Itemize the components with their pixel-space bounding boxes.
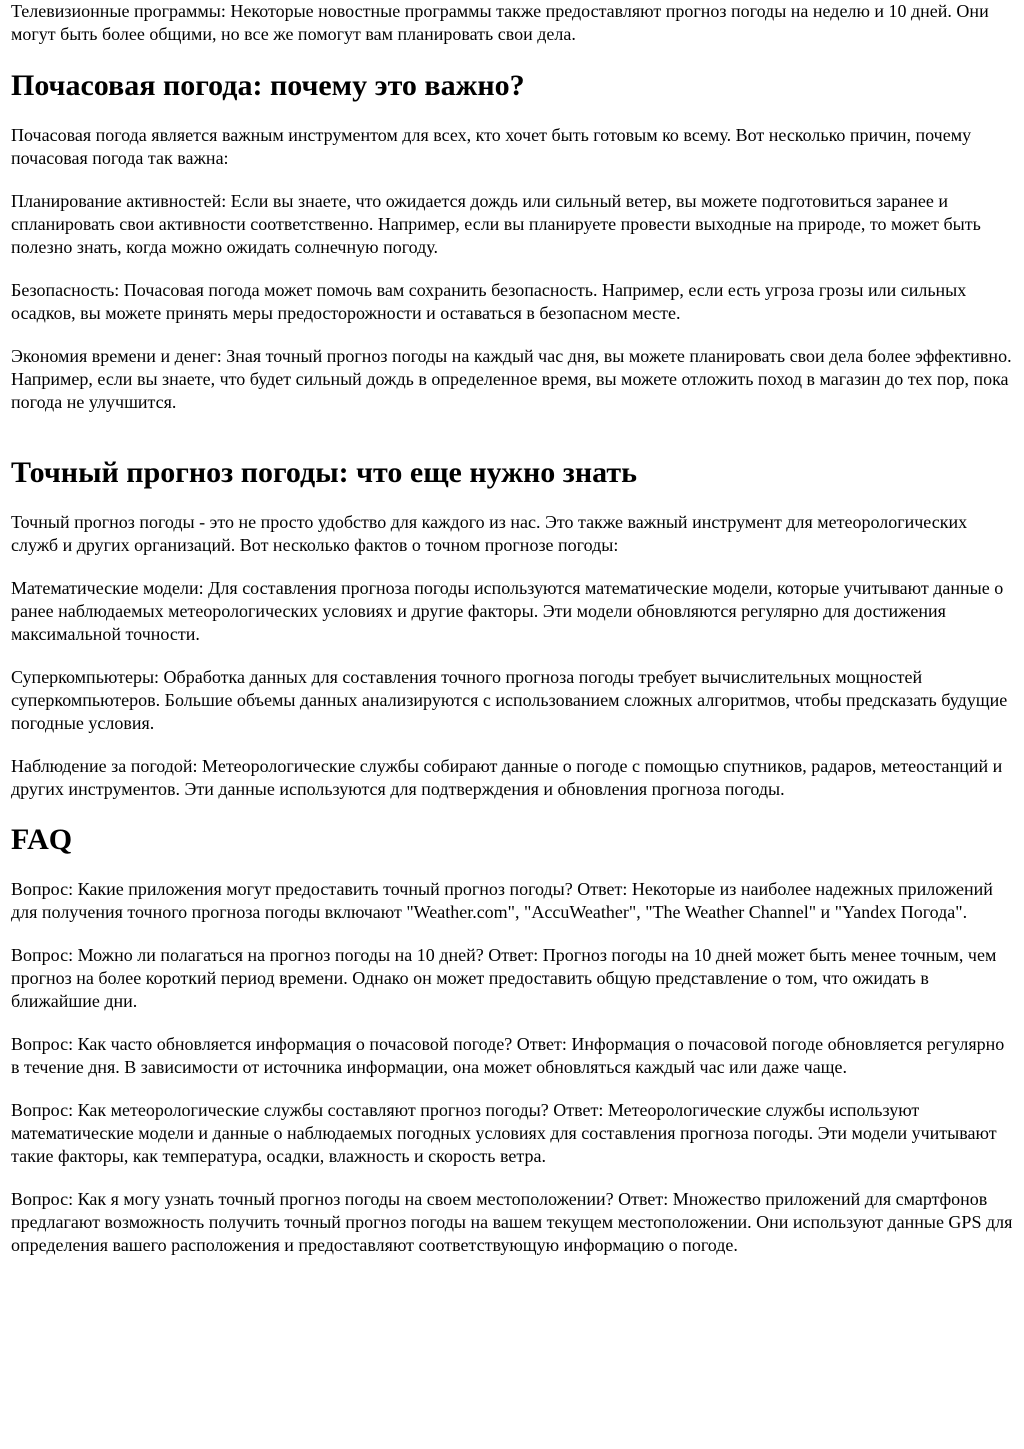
section-heading-hourly: Почасовая погода: почему это важно? xyxy=(11,69,525,102)
paragraph: Почасовая погода является важным инструментом для всех, кто хочет быть готовым ко всему. Вот несколько причин, почему почасовая погода так важна: xyxy=(11,125,972,168)
intro-paragraph: Телевизионные программы: Некоторые новостные программы также предоставляют прогноз погоды на неделю и 10 дней. Они могут быть более общими, но все же помогут вам планировать свои дела. xyxy=(11,1,989,44)
paragraph: Суперкомпьютеры: Обработка данных для составления точного прогноза погоды требует вычислительных мощностей суперкомпьютеров. Большие объемы данных анализируются с использованием сложных алгоритмов, чтобы предсказать будущие погодные условия. xyxy=(11,667,1008,733)
section-heading-accurate: Точный прогноз погоды: что еще нужно знать xyxy=(11,456,637,489)
faq-item: Вопрос: Какие приложения могут предоставить точный прогноз погоды? Ответ: Некоторые из наиболее надежных приложений для получения точного прогноза погоды включают "Weather.com", "AccuWeather", "The Weather Channel" и "Yandex Погода". xyxy=(11,879,993,922)
faq-item: Вопрос: Как часто обновляется информация о почасовой погоде? Ответ: Информация о почасовой погоде обновляется регулярно в течение дня. В зависимости от источника информации, она может обновляться каждый час или даже чаще. xyxy=(11,1034,1005,1077)
paragraph: Экономия времени и денег: Зная точный прогноз погоды на каждый час дня, вы можете планировать свои дела более эффективно. Например, если вы знаете, что будет сильный дождь в определенное время, вы можете отложить поход в магазин до тех пор, пока погода не улучшится. xyxy=(11,346,1012,412)
section-hourly-weather xyxy=(11,68,1014,414)
faq-item: Вопрос: Можно ли полагаться на прогноз погоды на 10 дней? Ответ: Прогноз погоды на 10 дней может быть менее точным, чем прогноз на более короткий период времени. Однако он может предоставить общую представление о том, что ожидать в ближайшие дни. xyxy=(11,945,997,1011)
paragraph: Планирование активностей: Если вы знаете, что ожидается дождь или сильный ветер, вы можете подготовиться заранее и спланировать свои активности соответственно. Например, если вы планируете провести выходные на природе, то может быть полезно знать, когда можно ожидать солнечную погоду. xyxy=(11,191,981,257)
paragraph: Безопасность: Почасовая погода может помочь вам сохранить безопасность. Например, если есть угроза грозы или сильных осадков, вы можете принять меры предосторожности и оставаться в безопасном месте. xyxy=(11,280,967,323)
faq-item: Вопрос: Как я могу узнать точный прогноз погоды на своем местоположении? Ответ: Множество приложений для смартфонов предлагают возможность получить точный прогноз погоды на вашем текущем местоположении. Они используют данные GPS для определения вашего расположения и предоставляют соответствующую информацию о погоде. xyxy=(11,1189,1013,1255)
section-heading-faq: FAQ xyxy=(11,823,73,856)
paragraph: Точный прогноз погоды - это не просто удобство для каждого из нас. Это также важный инструмент для метеорологических служб и других организаций. Вот несколько фактов о точном прогнозе погоды: xyxy=(11,512,968,555)
section-accurate-forecast xyxy=(11,455,1014,801)
section-faq xyxy=(11,822,1014,1257)
paragraph: Наблюдение за погодой: Метеорологические службы собирают данные о погоде с помощью спутников, радаров, метеостанций и других инструментов. Эти данные используются для подтверждения и обновления прогноза погоды. xyxy=(11,756,1003,799)
paragraph: Математические модели: Для составления прогноза погоды используются математические модели, которые учитывают данные о ранее наблюдаемых метеорологических условиях и другие факторы. Эти модели обновляются регулярно для достижения максимальной точности. xyxy=(11,578,1004,644)
faq-item: Вопрос: Как метеорологические службы составляют прогноз погоды? Ответ: Метеорологические службы используют математические модели и данные о наблюдаемых погодных условиях для составления прогноза погоды. Эти модели учитывают такие факторы, как температура, осадки, влажность и скорость ветра. xyxy=(11,1100,997,1166)
